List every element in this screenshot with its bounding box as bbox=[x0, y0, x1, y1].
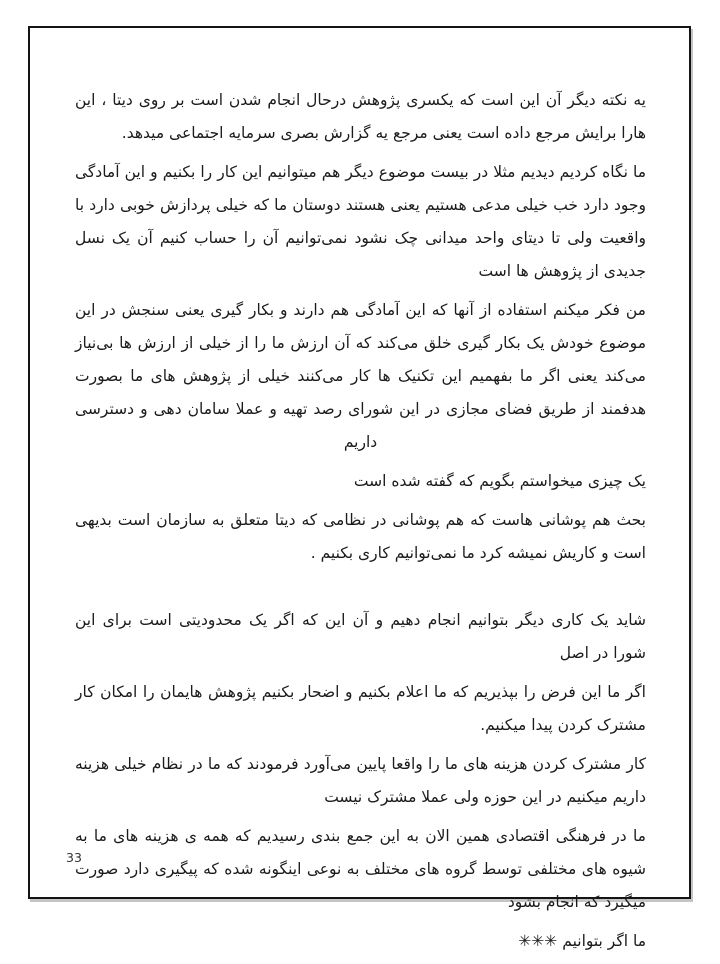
paragraph-7: اگر ما این فرض را بپذیریم که ما اعلام بکنیم و اضحار بکنیم پژوهش هایمان را امکان کار مشترک کردن پیدا میکنیم. bbox=[75, 683, 646, 734]
text-area bbox=[75, 84, 646, 964]
paragraph-1: یه نکته دیگر آن این است که یکسری پژوهش درحال انجام شدن است بر روی دیتا ، این هارا برایش مرجع داده است یعنی مرجع یه گزارش بصری سرمایه اجتماعی میدهد. bbox=[75, 91, 646, 142]
document-page bbox=[28, 26, 691, 950]
paragraph-5: بحث هم پوشانی هاست که هم پوشانی در نظامی که دیتا متعلق به سازمان است بدیهی است و کاریش نمیشه کرد ما نمی‌توانیم کاری بکنیم . bbox=[75, 511, 646, 562]
paragraph-3: من فکر میکنم استفاده از آنها که این آمادگی هم دارند و بکار گیری یعنی سنجش در این موضوع خودش یک بکار گیری خلق می‌کند که آن ارزش ما را از خیلی از ارزش ها بی‌نیاز می‌کند یعنی اگر ما بفهمیم این تکنیک ها کار می‌کنند خیلی از پژوهش های ما بصورت هدفمند از طریق فضای مجازی در این شورای رصد تهیه و عملا سامان دهی و دسترسی داریم bbox=[75, 301, 646, 451]
paragraph-8: کار مشترک کردن هزینه های ما را واقعا پایین می‌آورد فرمودند که ما در نظام خیلی هزینه داریم میکنیم در این حوزه ولی عملا مشترک نیست bbox=[75, 755, 646, 806]
paragraph-6: شاید یک کاری دیگر بتوانیم انجام دهیم و آن این که اگر یک محدودیتی است برای این شورا در اصل bbox=[75, 611, 646, 662]
paragraph-2: ما نگاه کردیم دیدیم مثلا در بیست موضوع دیگر هم میتوانیم این کار را بکنیم و این آمادگی وجود دارد خب خیلی مدعی هستیم یعنی هستند دوستان ما که خیلی پردازش خوبی دارد با واقعیت ولی تا دیتای واحد میدانی چک نشود نمی‌توانیم آن را حساب کنیم آن یک نسل جدیدی از پژوهش ها است bbox=[75, 163, 646, 280]
paragraph-9: ما در فرهنگی اقتصادی همین الان به این جمع بندی رسیدیم که همه ی هزینه های ما به شیوه های مختلفی توسط گروه های مختلف به نوعی اینگونه شده که پیگیری دارد صورت میگیرد که انجام بشود bbox=[75, 827, 646, 911]
page-number: 33 bbox=[66, 850, 82, 865]
paragraph-10: ما اگر بتوانیم ✳✳✳ bbox=[518, 932, 646, 950]
paragraph-4: یک چیزی میخواستم بگویم که گفته شده است bbox=[353, 472, 646, 490]
